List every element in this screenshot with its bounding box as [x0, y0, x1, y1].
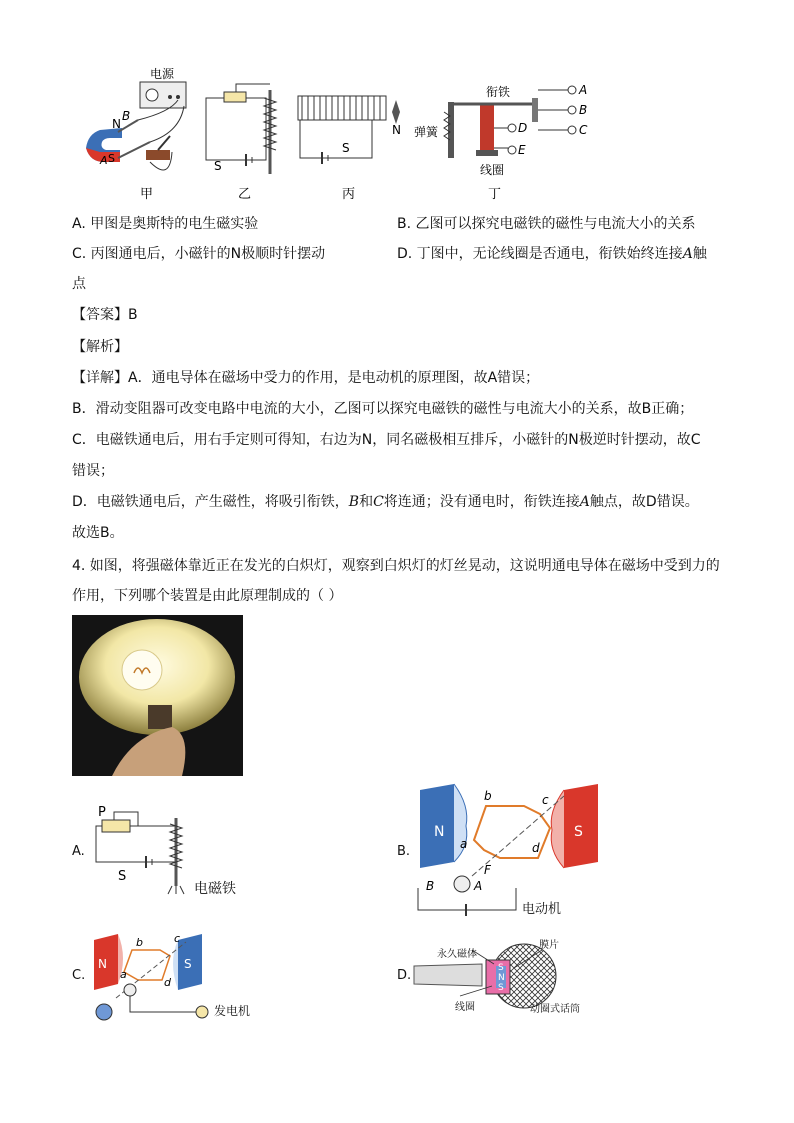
q4-b-S-label: S	[574, 824, 583, 840]
q4-option-a-label: A.	[72, 844, 85, 859]
q4-a-S-label: S	[118, 869, 127, 884]
q4-b-b-label: b	[484, 789, 492, 803]
detail-d-part2: 和	[359, 494, 374, 510]
detail-d-part4: 触点，故D错误。	[589, 494, 699, 510]
q4-b-d-label: d	[532, 841, 540, 855]
detail-d-A: A	[579, 494, 590, 510]
q4-d-S2-label: S	[498, 983, 504, 993]
q4-stem-line2: 作用，下列哪个装置是由此原理制成的（ ）	[72, 588, 343, 604]
bing-caption: 丙	[342, 187, 356, 202]
ding-B-label: B	[579, 103, 588, 117]
q3-option-a: A. 甲图是奥斯特的电生磁实验	[72, 216, 259, 232]
q4-b-a-label: a	[460, 837, 468, 851]
q4-c-d-label: d	[164, 976, 171, 989]
detail-b: B．滑动变阻器可改变电路中电流的大小，乙图可以探究电磁铁的磁性与电流大小的关系，故B正确；	[72, 401, 694, 417]
q4-d-magnet-label: 永久磁体	[437, 949, 477, 960]
yi-S-label: S	[214, 159, 222, 173]
q3-option-d-text: D. 丁图中，无论线圈是否通电，衔铁始终连接	[397, 246, 683, 262]
q4-d-S1-label: S	[498, 963, 504, 973]
jia-A-label: A	[100, 154, 108, 167]
analysis-heading: 【解析】	[72, 339, 128, 355]
bing-N-label: N	[392, 123, 401, 137]
detail-a: 【详解】A．通电导体在磁场中受力的作用，是电动机的原理图，故A错误；	[72, 370, 540, 386]
jia-S-label: S	[108, 152, 115, 165]
ding-C-label: C	[579, 123, 588, 137]
figure-ding	[414, 83, 588, 202]
jia-power-label: 电源	[150, 67, 175, 81]
q4-b-A-label: A	[474, 879, 483, 893]
ding-E-label: E	[518, 143, 526, 157]
q4-option-b-caption: 电动机	[522, 902, 562, 917]
q4-b-c-label: c	[542, 793, 549, 807]
detail-d	[72, 492, 699, 512]
q4-d-diaphragm-label: 膜片	[539, 940, 559, 951]
jia-N-label: N	[112, 117, 121, 131]
figure-jia	[86, 66, 186, 202]
detail-d-C: C	[373, 494, 384, 510]
q4-b-B-label: B	[426, 879, 435, 893]
q4-option-b-figure	[414, 776, 604, 916]
detail-c2: 错误；	[72, 463, 114, 479]
q4-option-a-caption: 电磁铁	[194, 881, 236, 897]
q3-option-d-tail: 触	[692, 246, 707, 262]
q4-c-N-label: N	[98, 957, 107, 971]
q3-option-c: C. 丙图通电后，小磁针的N极顺时针摆动	[72, 246, 326, 262]
q4-option-c-label: C.	[72, 968, 86, 983]
bing-S-label: S	[342, 141, 350, 155]
q4-option-d-caption: 动圈式话筒	[530, 1004, 580, 1015]
q4-option-c-caption: 发电机	[214, 1004, 251, 1018]
q3-option-d	[397, 244, 707, 264]
q4-stem-line1: 4. 如图，将强磁体靠近正在发光的白炽灯，观察到白炽灯的灯丝晃动，这说明通电导体在磁场中受到力的	[72, 558, 720, 574]
ding-armature-label: 衔铁	[486, 85, 511, 99]
figure-yi	[206, 84, 276, 202]
q4-d-coil-label: 线圈	[455, 1002, 475, 1013]
ding-coil-label: 线圈	[480, 163, 505, 177]
detail-d-part1: D．电磁铁通电后，产生磁性，将吸引衔铁，	[72, 494, 349, 510]
ding-spring-label: 弹簧	[414, 125, 439, 139]
lamp-photo	[72, 615, 243, 776]
q4-a-P-label: P	[98, 805, 106, 820]
detail-c1: C．电磁铁通电后，用右手定则可得知，右边为N，同名磁极相互排斥，小磁针的N极逆时针摆动，故C	[72, 432, 701, 448]
figure-bing	[298, 96, 401, 202]
q4-option-d-label: D.	[397, 968, 412, 983]
jia-caption: 甲	[140, 187, 154, 202]
top-figure-row	[60, 62, 620, 208]
q4-c-a-label: a	[120, 968, 127, 981]
ding-caption: 丁	[488, 187, 502, 202]
yi-caption: 乙	[238, 187, 252, 202]
ding-D-label: D	[518, 121, 528, 135]
answer: 【答案】B	[72, 307, 138, 323]
q3-option-d-cont: 点	[72, 276, 86, 292]
q4-c-b-label: b	[136, 936, 143, 949]
detail-d-B: B	[348, 494, 360, 510]
jia-B-label: B	[122, 109, 131, 123]
detail-final: 故选B。	[72, 525, 124, 541]
q4-c-S-label: S	[184, 957, 192, 971]
q4-option-c-figure	[90, 928, 220, 1022]
q4-b-F-label: F	[484, 863, 491, 877]
q4-c-c-label: c	[174, 932, 181, 945]
q3-option-d-italic: A	[682, 246, 693, 262]
q3-option-b: B. 乙图可以探究电磁铁的磁性与电流大小的关系	[397, 216, 696, 232]
detail-d-part3: 将连通；没有通电时，衔铁连接	[383, 494, 580, 510]
q4-d-N-label: N	[498, 973, 505, 983]
q4-b-N-label: N	[434, 824, 445, 840]
q4-option-b-label: B.	[397, 844, 411, 859]
ding-A-label: A	[579, 83, 588, 97]
